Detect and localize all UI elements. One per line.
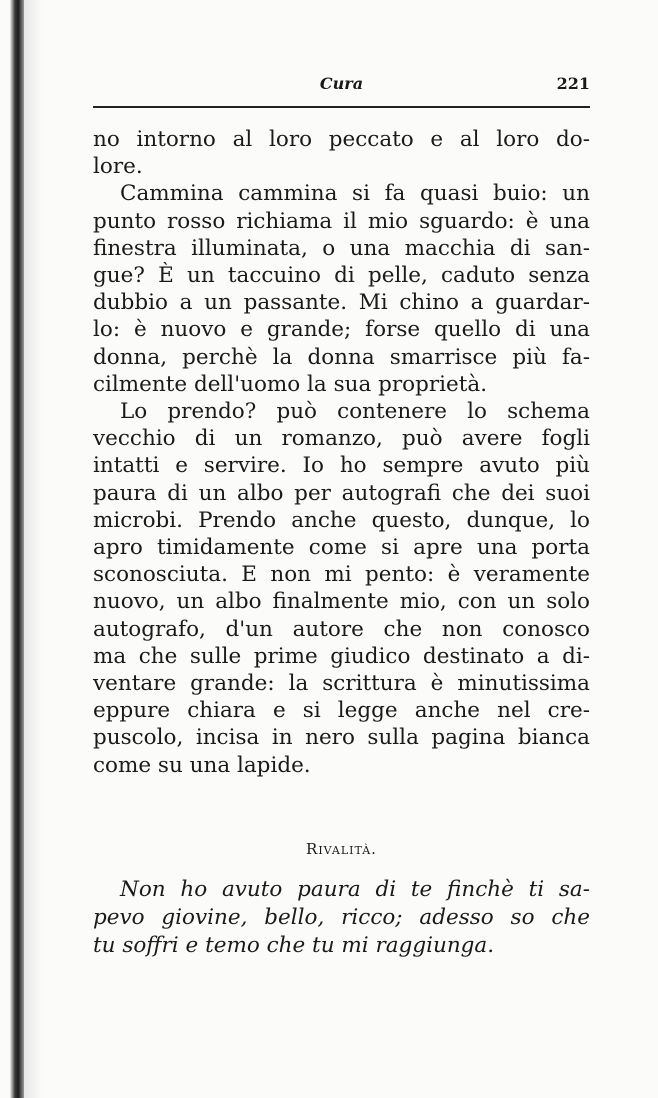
text-line: apro timidamente come si apre una porta	[93, 535, 590, 561]
text-line: pevo giovine, bello, ricco; adesso so che	[93, 905, 590, 930]
text-line: Non ho avuto paura di te finchè ti sa-	[120, 877, 590, 902]
paragraph	[93, 180, 590, 398]
text-line: ventare grande: la scrittura è minutissima	[93, 671, 590, 697]
text-line: intatti e servire. Io ho sempre avuto più	[93, 453, 590, 479]
page-number: 221	[556, 74, 590, 93]
text-line: donna, perchè la donna smarrisce più fa-	[93, 344, 590, 370]
paragraph	[93, 398, 590, 779]
text-line: paura di un albo per autografi che dei suoi	[93, 480, 590, 506]
section-body	[93, 876, 590, 960]
gutter-shadow	[24, 0, 42, 1098]
text-line: punto rosso richiama il mio sguardo: è una	[93, 208, 590, 234]
text-line: lore.	[93, 154, 143, 180]
text-line: dubbio a un passante. Mi chino a guardar-	[93, 290, 590, 316]
text-line: ma che sulle prime giudico destinato a di-	[93, 643, 590, 669]
text-line: Cammina cammina si fa quasi buio: un	[120, 181, 590, 207]
text-line: puscolo, incisa in nero sulla pagina bianca	[93, 725, 590, 751]
text-line: cilmente dell'uomo la sua proprietà.	[93, 371, 488, 397]
text-line: gue? È un taccuino di pelle, caduto senza	[93, 263, 590, 289]
text-line: autografo, d'un autore che non conosco	[93, 616, 590, 642]
section-title: Rivalità.	[306, 840, 377, 858]
text-line: no intorno al loro peccato e al loro do-	[93, 127, 590, 152]
running-head	[93, 72, 590, 98]
text-line: tu soffri e temo che tu mi raggiunga.	[93, 933, 495, 958]
running-head-title: Cura	[319, 74, 364, 93]
body-text	[93, 126, 590, 779]
text-line: finestra illuminata, o una macchia di san-	[93, 235, 590, 261]
text-line: sconosciuta. E non mi pento: è veramente	[93, 562, 590, 588]
text-line: vecchio di un romanzo, può avere fogli	[93, 426, 590, 452]
text-line: microbi. Prendo anche questo, dunque, lo	[93, 507, 590, 533]
header-rule	[93, 106, 590, 108]
paragraph	[93, 126, 590, 180]
text-line: come su una lapide.	[93, 752, 311, 778]
text-line: lo: è nuovo e grande; forse quello di una	[93, 317, 590, 343]
text-line: eppure chiara e si legge anche nel cre-	[93, 698, 590, 724]
text-line: Lo prendo? può contenere lo schema	[120, 399, 590, 425]
book-spine-shadow	[10, 0, 24, 1098]
text-line: nuovo, un albo finalmente mio, con un solo	[93, 589, 590, 615]
